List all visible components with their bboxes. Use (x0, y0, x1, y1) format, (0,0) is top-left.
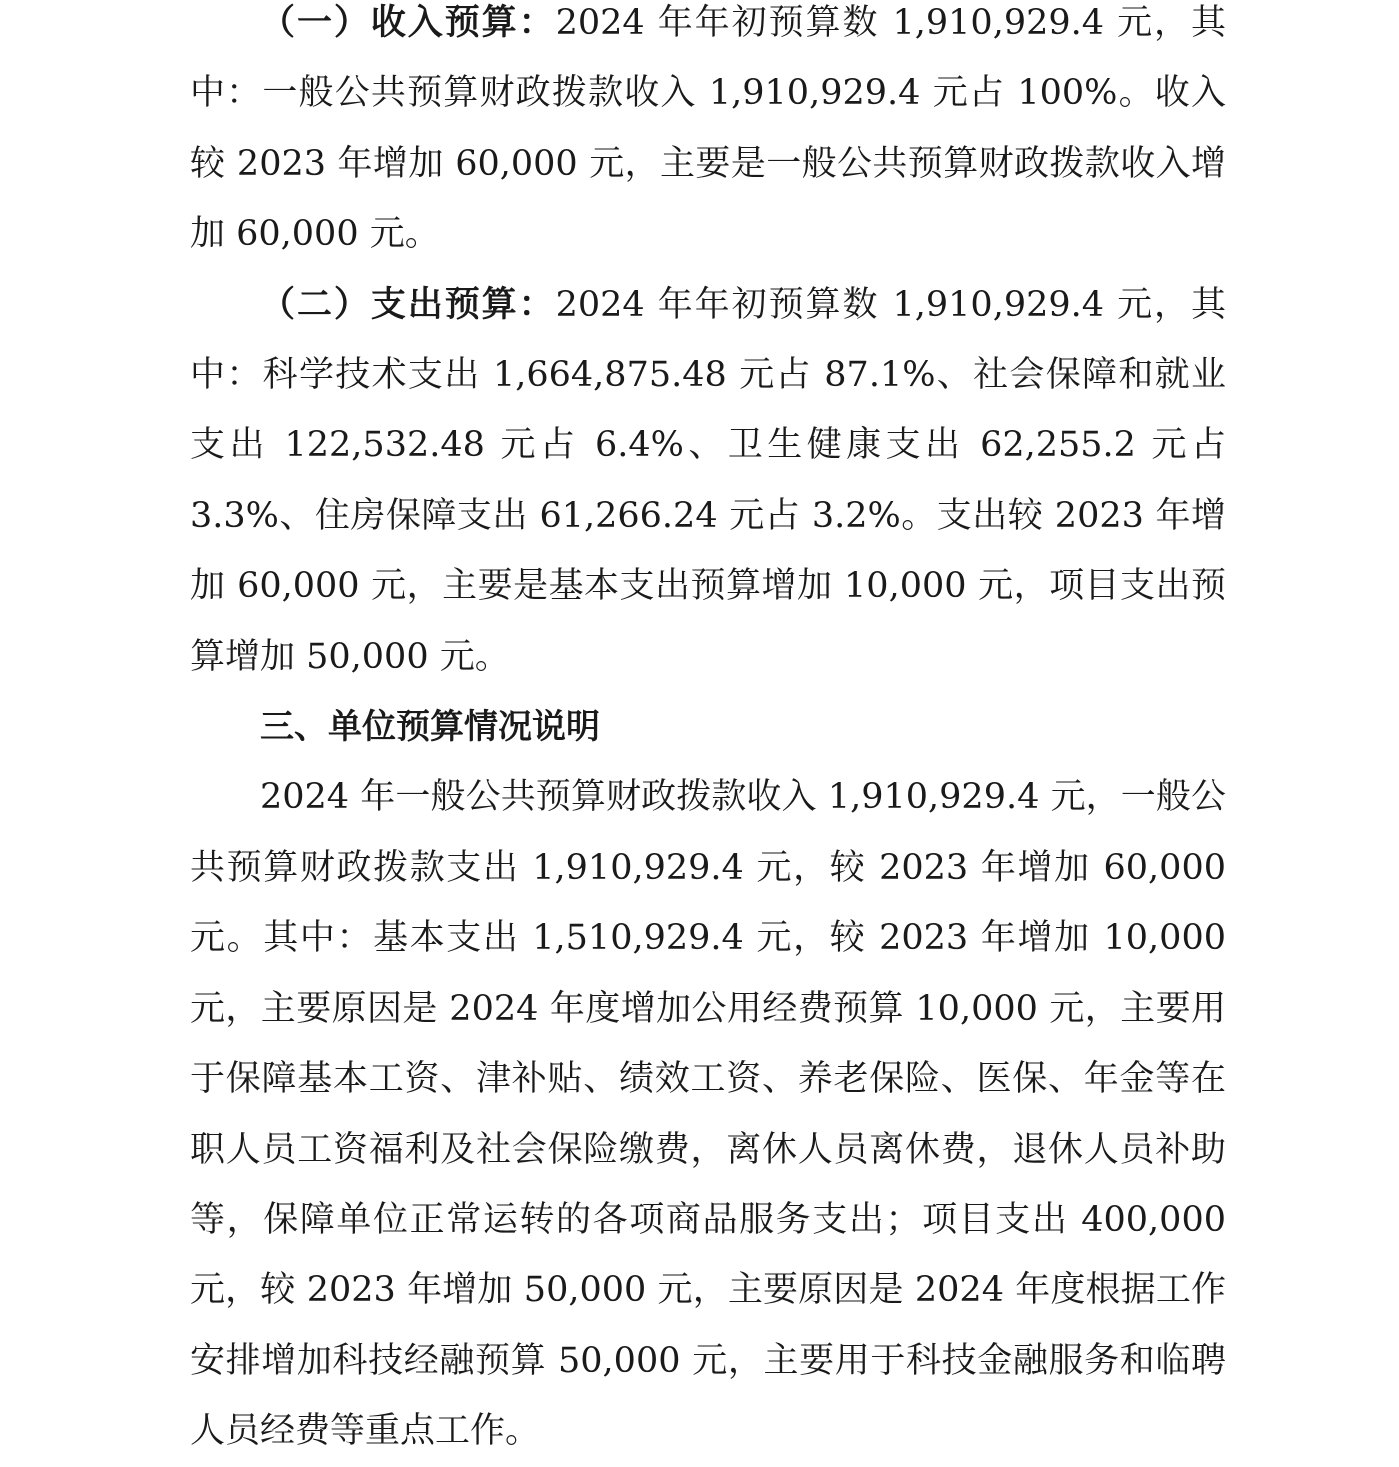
expense-budget-lead: （二）支出预算： (260, 283, 556, 325)
document-page (190, 0, 1226, 1467)
income-budget-lead: （一）收入预算： (260, 2, 556, 43)
expense-budget-text: 2024 年年初预算数 1,910,929.4 元，其中：科学技术支出 1,664,875.48 元占 87.1%、社会保障和就业支出 122,532.48 元占 6.4%、卫生健康支出 62,255.2 元占 3.3%、住房保障支出 61,266.24 元占 3.2%。支出较 2023 年增加 60,000 元，主要是基本支出预算增加 10,000 元，项目支出预算增加 50,000 元。 (190, 284, 1226, 677)
income-budget-paragraph (190, 0, 1226, 270)
unit-budget-paragraph: 2024 年一般公共预算财政拨款收入 1,910,929.4 元，一般公共预算财政拨款支出 1,910,929.4 元，较 2023 年增加 60,000 元。其中：基本支出 1,510,929.4 元，较 2023 年增加 10,000 元，主要原因是 2024 年度增加公用经费预算 10,000 元，主要用于保障基本工资、津补贴、绩效工资、养老保险、医保、年金等在职人员工资福利及社会保险缴费，离休人员离休费，退休人员补助等，保障单位正常运转的各项商品服务支出；项目支出 400,000 元，较 2023 年增加 50,000 元，主要原因是 2024 年度根据工作安排增加科技经融预算 50,000 元，主要用于科技金融服务和临聘人员经费等重点工作。 (190, 777, 1226, 1452)
section-three-heading: 三、单位预算情况说明 (260, 707, 600, 748)
expense-budget-paragraph (190, 270, 1226, 692)
income-budget-text: 2024 年年初预算数 1,910,929.4 元，其中：一般公共预算财政拨款收入 1,910,929.4 元占 100%。收入较 2023 年增加 60,000 元，主要是一般公共预算财政拨款收入增加 60,000 元。 (190, 3, 1226, 255)
